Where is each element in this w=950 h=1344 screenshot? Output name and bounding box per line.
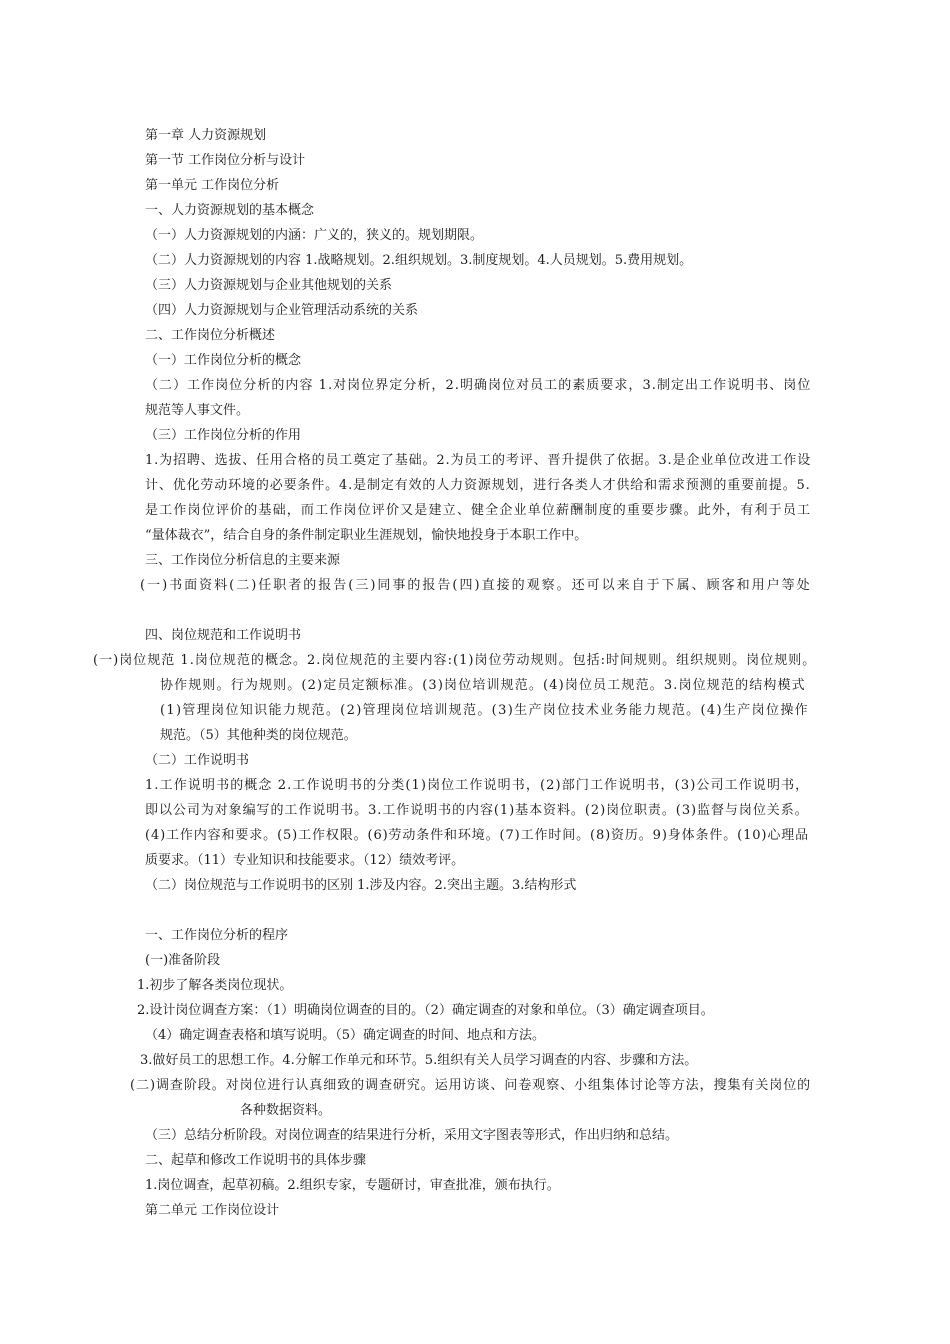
text-line: 四、岗位规范和工作说明书 [145,628,302,643]
text-line: （4）确定调查表格和填写说明。（5）确定调查的时间、地点和方法。 [145,1028,546,1043]
text-line: 即以公司为对象编写的工作说明书。3.工作说明书的内容(1)基本资料。(2)岗位职责。(3)监督与岗位关系。 [145,803,809,818]
text-line: 1.为招聘、选拔、任用合格的员工奠定了基础。2.为员工的考评、晋升提供了依据。3.是企业单位改进工作设 [145,453,812,468]
text-line: 一、人力资源规划的基本概念 [145,203,315,218]
text-line: （三）工作岗位分析的作用 [145,428,302,443]
text-line: (二)调查阶段。对岗位进行认真细致的调查研究。运用访谈、问卷观察、小组集体讨论等方法，搜集有关岗位的 [130,1078,812,1093]
text-line: （二）工作说明书 [145,753,250,768]
text-line: “量体裁衣”，结合自身的条件制定职业生涯规划，愉快地投身于本职工作中。 [145,528,588,543]
text-line: （二）岗位规范与工作说明书的区别 1.涉及内容。2.突出主题。3.结构形式 [145,878,577,893]
text-line: 是工作岗位评价的基础，而工作岗位评价又是建立、健全企业单位薪酬制度的重要步骤。此外，有利于员工 [145,503,812,518]
text-line: 三、工作岗位分析信息的主要来源 [145,553,341,568]
text-line: 3.做好员工的思想工作。4.分解工作单元和环节。5.组织有关人员学习调查的内容、步骤和方法。 [140,1053,698,1068]
text-line: 计、优化劳动环境的必要条件。4.是制定有效的人力资源规划，进行各类人才供给和需求预测的重要前提。5. [145,478,811,493]
text-line: 二、起草和修改工作说明书的具体步骤 [145,1153,367,1168]
text-line: （二）工作岗位分析的内容 1.对岗位界定分析，2.明确岗位对员工的素质要求，3.制定出工作说明书、岗位 [145,378,812,393]
text-line: 第一节 工作岗位分析与设计 [145,153,306,168]
text-line: 二、工作岗位分析概述 [145,328,276,343]
text-line: (1)管理岗位知识能力规范。(2)管理岗位培训规范。(3)生产岗位技术业务能力规范。(4)生产岗位操作 [160,703,809,718]
text-line: (一)岗位规范 1.岗位规范的概念。2.岗位规范的主要内容:(1)岗位劳动规则。包括:时间规则。组织规则。岗位规则。 [93,653,817,668]
text-line: 规范等人事文件。 [145,403,250,418]
text-line: 第二单元 工作岗位设计 [145,1203,280,1218]
text-line: 2.设计岗位调查方案：（1）明确岗位调查的目的。（2）确定调查的对象和单位。（3）确定调查项目。 [137,1003,714,1018]
text-line: （三）总结分析阶段。对岗位调查的结果进行分析，采用文字图表等形式，作出归纳和总结。 [145,1128,679,1143]
text-line: （一）工作岗位分析的概念 [145,353,302,368]
text-line: 1.岗位调查，起草初稿。2.组织专家，专题研讨，审查批准，颁布执行。 [145,1178,560,1193]
text-line: 协作规则。行为规则。(2)定员定额标准。(3)岗位培训规范。(4)岗位员工规范。3.岗位规范的结构模式 [160,678,806,693]
text-line: 1.初步了解各类岗位现状。 [137,978,293,993]
text-line: （一）人力资源规划的内涵：广义的，狭义的。规划期限。 [145,228,484,243]
text-line: (4)工作内容和要求。(5)工作权限。(6)劳动条件和环境。(7)工作时间。(8)资历。9)身体条件。(10)心理品 [145,828,809,843]
text-line: 第一章 人力资源规划 [145,128,267,143]
text-line: 1.工作说明书的概念 2.工作说明书的分类(1)岗位工作说明书，(2)部门工作说明书，(3)公司工作说明书， [145,778,810,793]
text-line: （四）人力资源规划与企业管理活动系统的关系 [145,303,419,318]
text-line: （三）人力资源规划与企业其他规划的关系 [145,278,393,293]
text-line: 质要求。（11）专业知识和技能要求。（12）绩效考评。 [145,853,465,868]
text-line: 规范。（5）其他种类的岗位规范。 [160,728,357,743]
text-line: (一)准备阶段 [145,953,221,968]
text-line: （二）人力资源规划的内容 1.战略规划。2.组织规划。3.制度规划。4.人员规划。5.费用规划。 [145,253,693,268]
text-line: (一)书面资料(二)任职者的报告(三)同事的报告(四)直接的观察。还可以来自于下属、顾客和用户等处 [140,578,812,593]
text-line: 各种数据资料。 [240,1103,332,1118]
text-line: 一、工作岗位分析的程序 [145,928,289,943]
text-line: 第一单元 工作岗位分析 [145,178,280,193]
